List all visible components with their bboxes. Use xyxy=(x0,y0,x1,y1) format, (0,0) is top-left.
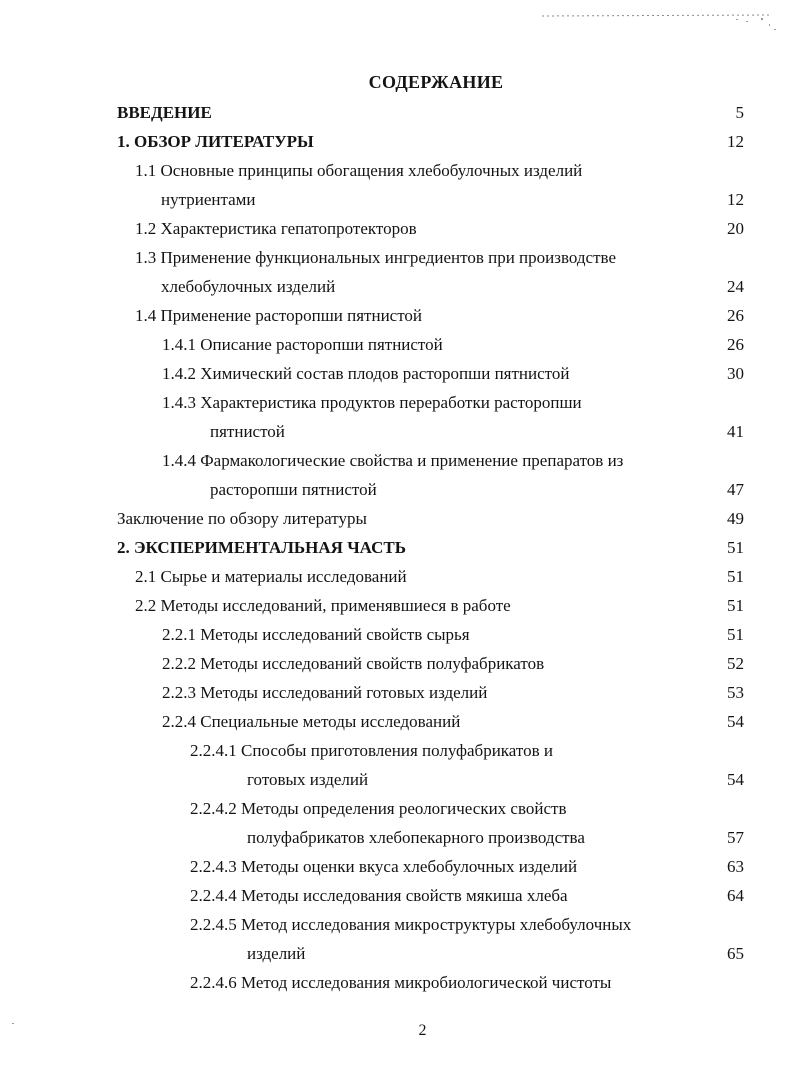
toc-entry-text: 2.2.4.4 Методы исследования свойств мякиша хлеба xyxy=(190,886,568,905)
toc-entry-text: 2.2 Методы исследований, применявшиеся в работе xyxy=(135,596,511,615)
toc-entry-text: 2.2.4 Специальные методы исследований xyxy=(162,712,461,731)
toc-entry-page: 51 xyxy=(727,625,744,644)
toc-entry-page: 47 xyxy=(727,480,744,499)
toc-entry-page: 24 xyxy=(727,277,744,296)
toc-entry-text: расторопши пятнистой xyxy=(210,480,377,499)
toc-entry-text: пятнистой xyxy=(210,422,285,441)
toc-entry-text: ВВЕДЕНИЕ xyxy=(117,103,212,122)
toc-entry-page: 53 xyxy=(727,683,744,702)
toc-entry-text: готовых изделий xyxy=(247,770,369,789)
toc-entry-text: 1.2 Характеристика гепатопротекторов xyxy=(135,219,417,238)
toc-title: СОДЕРЖАНИЕ xyxy=(368,72,504,92)
toc-entry-page: 52 xyxy=(727,654,744,673)
toc-entry-page: 57 xyxy=(727,828,744,847)
toc-entry-page: 65 xyxy=(727,944,744,963)
toc-entry-page: 51 xyxy=(727,538,744,557)
toc-entry-text: 1.3 Применение функциональных ингредиентов при производстве xyxy=(135,248,616,267)
page-number: 2 xyxy=(418,1022,427,1039)
toc-entry-text: 1.4.4 Фармакологические свойства и применение препаратов из xyxy=(162,451,624,470)
toc-entry-text: 2.2.4.3 Методы оценки вкуса хлебобулочных изделий xyxy=(190,857,578,876)
toc-entry-text: 2.2.3 Методы исследований готовых изделий xyxy=(162,683,488,702)
toc-entry-page: 26 xyxy=(727,306,744,325)
toc-entry-text: 2.2.4.5 Метод исследования микроструктуры хлебобулочных xyxy=(190,915,632,934)
toc-entry-text: 2. ЭКСПЕРИМЕНТАЛЬНАЯ ЧАСТЬ xyxy=(117,538,406,557)
toc-entry-text: 2.1 Сырье и материалы исследований xyxy=(135,567,407,586)
toc-entry-text: полуфабрикатов хлебопекарного производства xyxy=(247,828,585,847)
toc-entry-text: 2.2.2 Методы исследований свойств полуфабрикатов xyxy=(162,654,545,673)
toc-entry-page: 5 xyxy=(735,103,744,122)
toc-entry-page: 30 xyxy=(727,364,744,383)
toc-entry-text: 2.2.4.2 Методы определения реологических свойств xyxy=(190,799,567,818)
toc-entry-page: 54 xyxy=(727,770,744,789)
toc-entry-text: 1.4.2 Химический состав плодов расторопши пятнистой xyxy=(162,364,570,383)
toc-entry-text: 1.1 Основные принципы обогащения хлебобулочных изделий xyxy=(135,161,583,180)
toc-entry-text: хлебобулочных изделий xyxy=(161,277,336,296)
toc-entry-text: 1.4 Применение расторопши пятнистой xyxy=(135,306,423,325)
toc-entry-page: 51 xyxy=(727,567,744,586)
toc-entry-page: 63 xyxy=(727,857,744,876)
toc-entry-page: 51 xyxy=(727,596,744,615)
toc-entry-text: 2.2.4.6 Метод исследования микробиологической чистоты xyxy=(190,973,612,992)
toc-entry-text: 2.2.1 Методы исследований свойств сырья xyxy=(162,625,470,644)
toc-entry-text: 1.4.1 Описание расторопши пятнистой xyxy=(162,335,443,354)
toc-entry-text: изделий xyxy=(247,944,306,963)
toc-entry-text: 1.4.3 Характеристика продуктов переработки расторопши xyxy=(162,393,582,412)
toc-entry-text: Заключение по обзору литературы xyxy=(117,509,367,528)
scan-artifact xyxy=(540,10,778,34)
toc-entry-text: нутриентами xyxy=(161,190,256,209)
toc-entry-text: 2.2.4.1 Способы приготовления полуфабрикатов и xyxy=(190,741,553,760)
toc-entry-page: 49 xyxy=(727,509,744,528)
toc-entry-page: 12 xyxy=(727,190,744,209)
toc-entry-page: 12 xyxy=(727,132,744,151)
toc-entry-text: 1. ОБЗОР ЛИТЕРАТУРЫ xyxy=(117,132,314,151)
toc-entry-page: 64 xyxy=(727,886,744,905)
toc-entry-page: 20 xyxy=(727,219,744,238)
toc-entry-page: 54 xyxy=(727,712,744,731)
toc-entry-page: 26 xyxy=(727,335,744,354)
toc-entry-page: 41 xyxy=(727,422,744,441)
